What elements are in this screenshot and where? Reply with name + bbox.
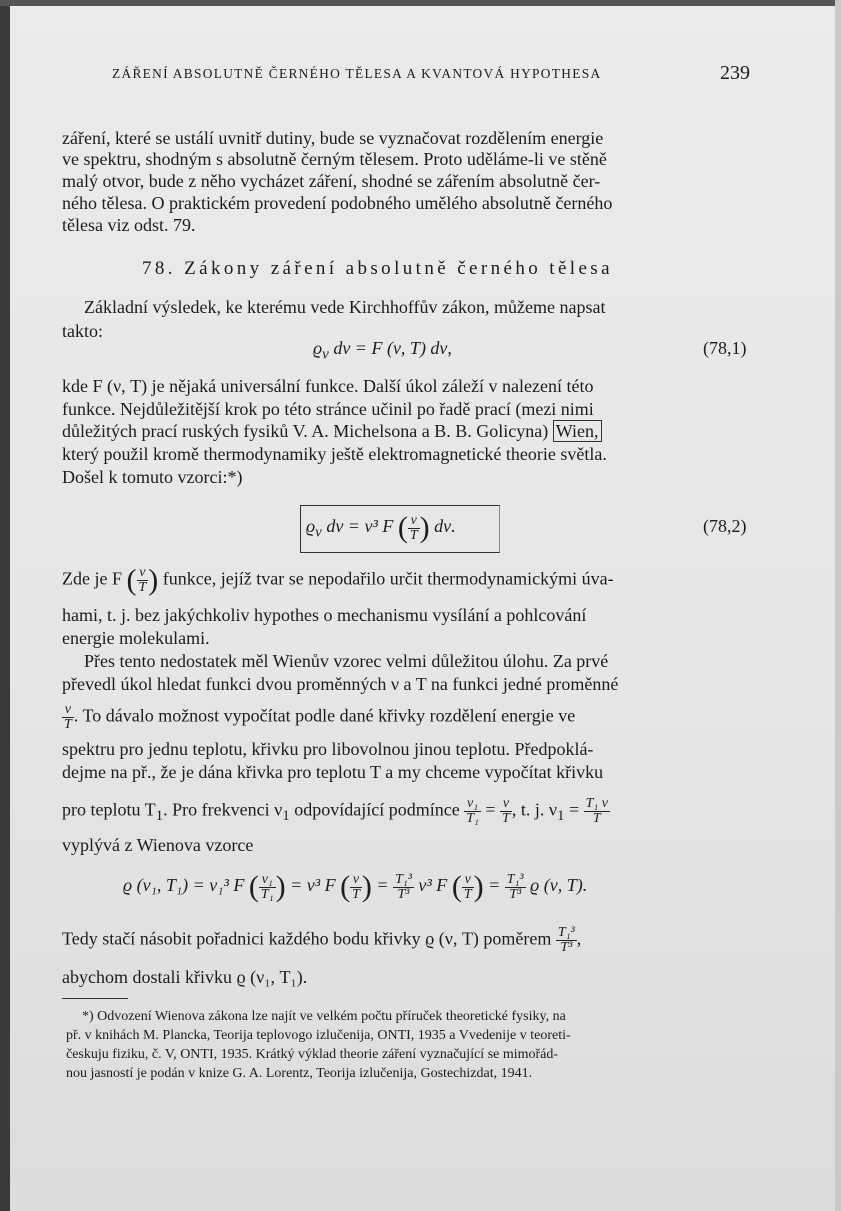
frac-num: ν [352, 871, 360, 887]
eq2-tail: dν. [429, 516, 456, 537]
eq3-part: ν³ F [418, 875, 448, 896]
frac-num: ν [502, 796, 510, 811]
fraction-nu-over-T [500, 797, 512, 826]
frac-num: ν [139, 565, 146, 580]
fraction-nu-over-T [350, 873, 362, 902]
para4-line: převedl úkol hledat funkci dvou proměnných ν a T na funkci jedné proměnné [62, 674, 619, 694]
eq2-mid: dν = ν³ F [321, 516, 398, 537]
para3-text-a: Zde je F [62, 568, 122, 589]
eq1-body: dν = F (ν, T) dν, [328, 338, 452, 358]
paren-left: ( [451, 870, 462, 903]
frac-num: T₁³ [506, 871, 524, 887]
text: . Pro frekvenci ν [163, 799, 283, 820]
eq1-sub: ν [322, 346, 329, 363]
intro-line: ného tělesa. O praktickém provedení podobného umělého absolutně černého [62, 193, 613, 213]
equation-number: (78,1) [703, 338, 747, 358]
fraction-T1cubed-over-Tcubed [505, 873, 526, 902]
fraction-T1cubed-over-Tcubed [393, 873, 414, 902]
eq3-part: = [376, 875, 389, 896]
eq1-rho: ϱ [313, 338, 323, 358]
frac-num: T₁ ν [585, 796, 609, 811]
para3-line: energie molekulami. [62, 628, 210, 648]
paren-right: ) [473, 870, 484, 903]
intro-line: tělesa viz odst. 79. [62, 215, 196, 235]
paren-left: ( [248, 870, 259, 903]
text: pro teplotu T [62, 799, 156, 820]
frac-den: T [138, 580, 147, 595]
paren-left: ( [397, 511, 408, 544]
para2-line: kde F (ν, T) je nějaká universální funkce. Další úkol záleží v nalezení této [62, 376, 594, 396]
subscript: 1 [282, 808, 290, 825]
frac-den: T [463, 886, 472, 902]
eq3-part: = ν³ F [290, 875, 336, 896]
footnote-line: nou jasností je podán v knize G. A. Lorentz, Teorija izlučenija, Gostechizdat, 1941. [66, 1066, 533, 1081]
frac-den: T [409, 527, 418, 543]
para2-line-text: důležitých prací ruských fysiků V. A. Michelsona a B. B. Golicyna) [62, 421, 549, 441]
paren-left: ( [340, 870, 351, 903]
para4-line: pro teplotu $T_1$. Pro frekvenci $\nu_1$ odpovídající podmínce $\frac{\text{ν₁}}{\text{T₁}}$ = $\frac{\nu}{T}$ , t. j. $\nu_1$ = $\frac{\text{T₁ ν}}{T}$ [62, 796, 609, 826]
text: , t. j. ν [511, 799, 557, 820]
frac-num: T₁³ [557, 925, 575, 940]
section-heading: 78. Zákony záření absolutně černého tělesa [142, 258, 613, 279]
paren-left: ( [126, 563, 137, 597]
frac-num: ν₁ [261, 871, 273, 887]
eq2-sub: ν [315, 524, 322, 541]
footnote-line: českuju fiziku, č. V, ONTI, 1935. Krátký výklad theorie záření vyznačující se mimořád- [66, 1047, 559, 1062]
para4-line: spektru pro jednu teplotu, křivku pro libovolnou jinou teplotu. Předpoklá- [62, 739, 594, 759]
eq3-part: ϱ (ν₁, T₁) = ν₁³ F [123, 875, 245, 896]
scan-edge-left [0, 0, 10, 1211]
fraction-nu-over-T [62, 703, 74, 732]
frac-den: T³ [505, 887, 526, 902]
fraction-nu-over-T [462, 873, 474, 902]
frac-den: T [502, 811, 510, 826]
frac-num: ν [410, 512, 417, 528]
para1-line: Základní výsledek, ke kterému vede Kirchhoffův zákon, můžeme napsat [84, 297, 606, 317]
subscript: 1 [556, 808, 565, 825]
running-title: ZÁŘENÍ ABSOLUTNĚ ČERNÉHO TĚLESA A KVANTOVÁ HYPOTHESA [112, 66, 602, 81]
intro-line: malý otvor, bude z něho vycházet záření, shodné se zářením absolutně čer- [62, 171, 601, 191]
paren-right: ) [275, 870, 286, 903]
frac-num: ν₁ [467, 796, 479, 811]
wien-boxed-word: Wien, [553, 420, 602, 442]
para1-line: takto: [62, 321, 103, 341]
equation-number: (78,2) [703, 516, 747, 536]
para2-line: funkce. Nejdůležitější krok po této stránce učinil po řadě prací (mezi nimi [62, 399, 594, 419]
frac-den: T [64, 717, 72, 732]
para3-text-b: funkce, jejíž tvar se nepodařilo určit thermodynamickými úva- [162, 568, 614, 589]
equation-wien-transform [123, 870, 587, 904]
para4-line3-tail: . To dávalo možnost vypočítat podle dané křivky rozdělení energie ve [73, 705, 576, 726]
para4-line: dejme na př., že je dána křivka pro teplotu T a my chceme vypočítat křivku [62, 762, 604, 782]
eq3-part: = [488, 875, 501, 896]
para4-line: Přes tento nedostatek měl Wienův vzorec velmi důležitou úlohu. Za prvé [84, 651, 609, 671]
fraction-T1cubed-over-Tcubed [556, 926, 577, 955]
paren-right: ) [419, 511, 430, 544]
para3-line [62, 563, 614, 597]
frac-den: T₁ [260, 886, 274, 902]
paren-right: ) [361, 870, 372, 903]
text: odpovídající podmínce [289, 799, 460, 820]
fraction-nu1-over-T1 [464, 797, 481, 826]
fraction-nu-over-T [137, 566, 149, 595]
frac-den: T³ [393, 887, 414, 902]
eq3-part: ϱ (ν, T). [530, 875, 588, 896]
equation-78-1 [313, 338, 452, 364]
scan-edge-top [0, 0, 841, 6]
paren-right: ) [148, 563, 159, 597]
para5-line: Tedy stačí násobit pořadnici každého bodu křivky ϱ (ν, T) poměrem $\frac{\text{T₁³}}{\text{T³}}$ , [62, 925, 582, 955]
frac-den: T [584, 811, 610, 826]
text: Tedy stačí násobit pořadnici každého bodu křivky ϱ (ν, T) poměrem [62, 928, 552, 949]
frac-den: T₁ [466, 811, 479, 826]
eq2-rho: ϱ [306, 516, 316, 537]
para2-line [62, 420, 602, 442]
para4-line: vyplývá z Wienova vzorce [62, 835, 254, 855]
fraction-nu-over-T [408, 514, 420, 543]
equation-78-2 [306, 511, 456, 545]
para2-line: Došel k tomuto vzorci:*) [62, 467, 243, 487]
footnote-line: *) Odvození Wienova zákona lze najít ve velkém počtu příruček theoretické fysiky, na [82, 1009, 566, 1024]
para3-line: hami, t. j. bez jakýchkoliv hypothes o mechanismu vysílání a pohlcování [62, 605, 587, 625]
para4-line [62, 703, 575, 732]
subscript: 1 [155, 808, 164, 825]
footnote-rule [62, 998, 128, 999]
page-number: 239 [720, 62, 750, 84]
frac-num: T₁³ [395, 871, 412, 887]
frac-num: ν [64, 702, 71, 717]
text: = [564, 799, 580, 820]
intro-line: záření, které se ustálí uvnitř dutiny, bude se vyznačovat rozdělením energie [62, 128, 604, 148]
fraction-nu1-over-T1 [259, 873, 276, 902]
footnote-line: př. v knihách M. Plancka, Teorija teplovogo izlučenija, ONTI, 1935 a Vvedenije v teoreti- [66, 1028, 571, 1043]
frac-den: T [352, 886, 360, 902]
scan-edge-right [835, 0, 841, 1211]
para2-line: který použil kromě thermodynamiky ještě elektromagnetické theorie světla. [62, 444, 607, 464]
para5-line: abychom dostali křivku ϱ (ν₁, T₁). [62, 967, 308, 987]
frac-den: T³ [556, 940, 577, 955]
fraction-T1nu-over-T [584, 797, 610, 826]
intro-line: ve spektru, shodným s absolutně černým tělesem. Proto uděláme-li ve stěně [62, 149, 607, 169]
frac-num: ν [464, 871, 471, 887]
